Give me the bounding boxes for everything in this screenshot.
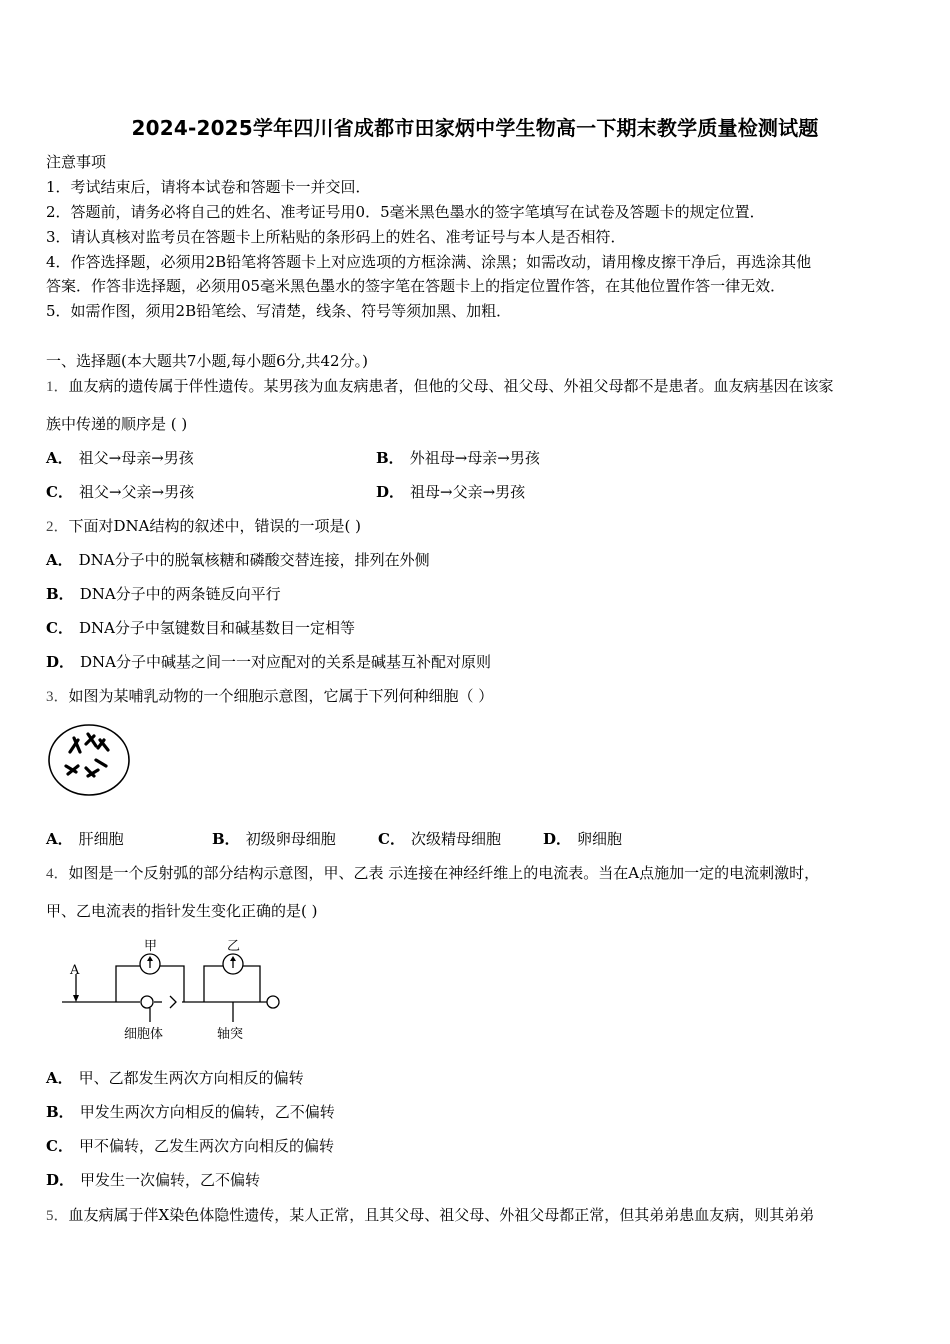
- option-label: D．: [46, 1171, 75, 1189]
- option-label: D．: [46, 653, 75, 671]
- option-b[interactable]: [46, 1102, 335, 1122]
- option-d[interactable]: [46, 1170, 260, 1190]
- option-text: DNA分子中碱基之间一一对应配对的关系是碱基互补配对原则: [80, 653, 492, 671]
- question-3: [46, 686, 493, 707]
- option-text: 次级精母细胞: [410, 830, 501, 848]
- option-text: DNA分子中的脱氧核糖和磷酸交替连接，排列在外侧: [78, 551, 430, 569]
- option-text: 祖父→父亲→男孩: [78, 483, 195, 501]
- option-label: B．: [212, 830, 240, 848]
- option-d[interactable]: [46, 652, 491, 672]
- option-a[interactable]: [46, 1068, 304, 1088]
- page-title: 2024-2025学年四川省成都市田家炳中学生物高一下期末教学质量检测试题: [131, 116, 819, 140]
- notice-item: 答案．作答非选择题，必须用05毫米黑色墨水的签字笔在答题卡上的指定位置作答，在其他位置作答一律无效．: [46, 277, 786, 295]
- question-text: 如图是一个反射弧的部分结构示意图，甲、乙表 示连接在神经纤维上的电流表。当在A点施加一定的电流刺激时，: [68, 864, 820, 882]
- option-c[interactable]: [46, 1136, 334, 1156]
- question-4: [46, 863, 819, 884]
- option-label: D．: [543, 830, 572, 848]
- option-d[interactable]: [376, 482, 525, 502]
- notice-item: 3．请认真核对监考员在答题卡上所粘贴的条形码上的姓名、准考证号与本人是否相符．: [46, 228, 626, 246]
- option-text: 祖父→母亲→男孩: [78, 449, 194, 467]
- option-label: A．: [46, 551, 73, 569]
- option-text: DNA分子中氢键数目和碱基数目一定相等: [78, 619, 355, 637]
- chromosomes: [66, 734, 108, 776]
- option-text: 祖母→父亲→男孩: [410, 483, 526, 501]
- option-label: B．: [376, 449, 404, 467]
- reflex-arc-diagram: [62, 934, 284, 1044]
- option-text: 甲不偏转，乙发生两次方向相反的偏转: [78, 1137, 334, 1155]
- option-label: A．: [46, 830, 73, 848]
- option-label: C．: [46, 619, 73, 637]
- meter-yi-label: 乙: [227, 939, 241, 954]
- notice-item: 5．如需作图，须用2B铅笔绘、写清楚，线条、符号等须加黑、加粗．: [46, 302, 512, 320]
- question-text: 如图为某哺乳动物的一个细胞示意图，它属于下列何种细胞（ ）: [68, 687, 494, 705]
- question-number: 1．: [46, 379, 69, 395]
- question-4-cont: 甲、乙电流表的指针发生变化正确的是( ): [46, 902, 318, 920]
- question-number: 4．: [46, 866, 69, 882]
- option-label: C．: [46, 483, 73, 501]
- soma-label: 细胞体: [124, 1027, 164, 1042]
- option-label: D．: [376, 483, 405, 501]
- question-number: 3．: [46, 689, 69, 705]
- meter-jia-label: 甲: [144, 939, 158, 954]
- axon-label: 轴突: [217, 1027, 244, 1042]
- question-5: [46, 1205, 814, 1226]
- option-c[interactable]: [378, 829, 501, 849]
- option-d[interactable]: [543, 829, 622, 849]
- option-text: 卵细胞: [577, 830, 623, 848]
- question-number: 2．: [46, 519, 69, 535]
- section-heading: 一、选择题(本大题共7小题,每小题6分,共42分。): [46, 352, 368, 370]
- question-2: [46, 516, 361, 537]
- option-c[interactable]: [46, 618, 355, 638]
- option-label: B．: [46, 1103, 74, 1121]
- option-label: A．: [46, 1069, 73, 1087]
- question-text: 血友病属于伴X染色体隐性遗传，某人正常，且其父母、祖父母、外祖父母都正常，但其弟弟患血友病，则其弟弟: [68, 1206, 815, 1224]
- option-text: 外祖母→母亲→男孩: [409, 449, 540, 467]
- question-1: [46, 376, 834, 397]
- option-b[interactable]: [212, 829, 336, 849]
- option-label: A．: [46, 449, 73, 467]
- option-text: 甲、乙都发生两次方向相反的偏转: [78, 1069, 304, 1087]
- notice-heading: 注意事项: [46, 153, 107, 171]
- option-text: DNA分子中的两条链反向平行: [79, 585, 281, 603]
- question-text: 下面对DNA结构的叙述中，错误的一项是( ): [68, 517, 361, 535]
- notice-item: 2．答题前，请务必将自己的姓名、准考证号用0．5毫米黑色墨水的签字笔填写在试卷及答题卡的规定位置．: [46, 203, 765, 221]
- notice-item: 1．考试结束后，请将本试卷和答题卡一并交回．: [46, 178, 371, 196]
- option-a[interactable]: [46, 448, 194, 468]
- option-text: 甲发生两次方向相反的偏转，乙不偏转: [79, 1103, 335, 1121]
- question-number: 5．: [46, 1208, 69, 1224]
- option-label: C．: [378, 830, 405, 848]
- option-c[interactable]: [46, 482, 194, 502]
- option-label: C．: [46, 1137, 73, 1155]
- option-b[interactable]: [376, 448, 540, 468]
- question-1-cont: 族中传递的顺序是 ( ): [46, 415, 188, 433]
- option-label: B．: [46, 585, 74, 603]
- option-text: 甲发生一次偏转，乙不偏转: [80, 1171, 261, 1189]
- question-text: 血友病的遗传属于伴性遗传。某男孩为血友病患者，但他的父母、祖父母、外祖父母都不是患者。血友病基因在该家: [68, 377, 834, 395]
- option-text: 肝细胞: [78, 830, 124, 848]
- option-a[interactable]: [46, 550, 430, 570]
- option-b[interactable]: [46, 584, 281, 604]
- cell-diagram: [46, 722, 132, 798]
- option-text: 初级卵母细胞: [245, 830, 336, 848]
- option-a[interactable]: [46, 829, 124, 849]
- notice-item: 4．作答选择题，必须用2B铅笔将答题卡上对应选项的方框涂满、涂黑；如需改动，请用橡皮擦干净后，再选涂其他: [46, 253, 812, 271]
- point-a-label: A: [70, 963, 80, 978]
